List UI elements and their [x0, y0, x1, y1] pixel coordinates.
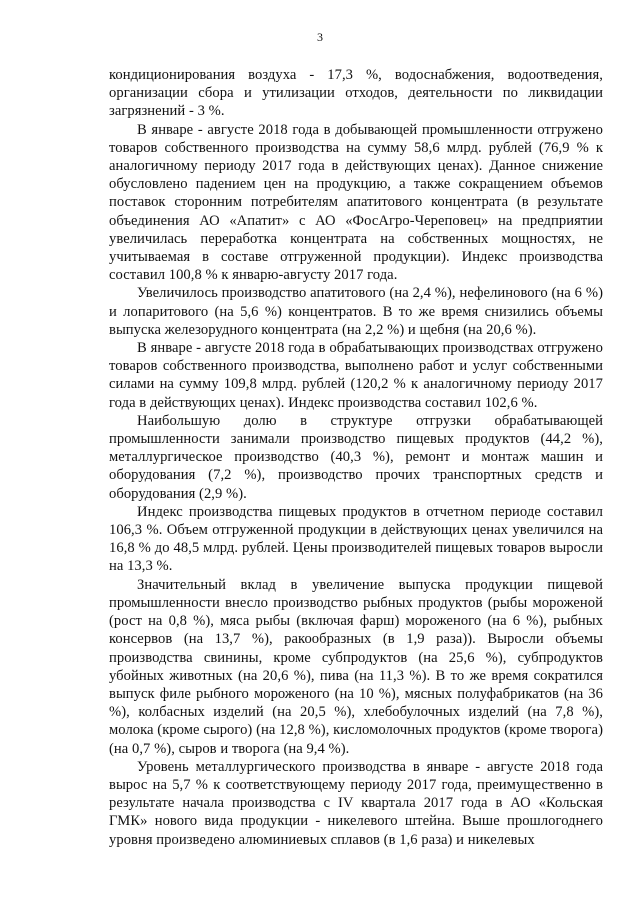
paragraph-continuation: кондиционирования воздуха - 17,3 %, водоснабжения, водоотведения, организации сбора и утилизации отходов, деятельности по ликвидации загрязнений - 3 %. [109, 67, 603, 120]
paragraph-metallurgy: Уровень металлургического производства в январе - августе 2018 года вырос на 5,7 % к соответствующему периоду 2017 года, преимущественно в результате начала производства с IV квартала 2017 года в АО «Кольская ГМК» нового вида продукции - никелевого штейна. Выше прошлогоднего уровня произведено алюминиевых сплавов (в 1,6 раза) и никелевых [109, 758, 603, 848]
paragraph-mining-industry: В январе - августе 2018 года в добывающей промышленности отгружено товаров собственного производства на сумму 58,6 млрд. рублей (76,9 % к аналогичному периоду 2017 года в действующих ценах). Данное снижение обусловлено падением цен на продукцию, а также сокращением объемов поставок сторонним потребителям апатитового концентрата (в результате объединения АО «Апатит» с АО «ФосАгро-Череповец» на предприятии увеличилась переработка концентрата на собственных мощностях, не учитываемая в составе отгруженной продукции). Индекс производства составил 100,8 % к январю-августу 2017 года. [109, 121, 603, 284]
paragraph-concentrates: Увеличилось производство апатитового (на 2,4 %), нефелинового (на 6 %) и лопаритового (на 5,6 %) концентратов. В то же время снизились объемы выпуска железорудного концентрата (на 2,2 %) и щебня (на 20,6 %). [109, 285, 603, 338]
paragraph-manufacturing: В январе - августе 2018 года в обрабатывающих производствах отгружено товаров собственного производства, выполнено работ и услуг собственными силами на сумму 109,8 млрд. рублей (120,2 % к аналогичному периоду 2017 года в действующих ценах). Индекс производства составил 102,6 %. [109, 340, 603, 411]
body-text [109, 66, 603, 849]
page-number: 3 [317, 30, 323, 44]
paragraph-food-index: Индекс производства пищевых продуктов в отчетном периоде составил 106,3 %. Объем отгруженной продукции в действующих ценах увеличился на 16,8 % до 48,5 млрд. рублей. Цены производителей пищевых товаров выросли на 13,3 %. [109, 503, 603, 575]
paragraph-food-contribution: Значительный вклад в увеличение выпуска продукции пищевой промышленности внесло производство рыбных продуктов (рыбы мороженой (рост на 0,8 %), мяса рыбы (включая фарш) мороженого (на 6 %), рыбных консервов (на 13,7 %), ракообразных (в 1,9 раза)). Выросли объемы производства свинины, кроме субпродуктов (на 25,6 %), субпродуктов убойных животных (на 20,6 %), пива (на 11,3 %). В то же время сократился выпуск филе рыбного мороженого (на 10 %), мясных полуфабрикатов (на 36 %), колбасных изделий (на 20,5 %), хлебобулочных изделий (на 7,8 %), молока (кроме сырого) (на 12,8 %), кисломолочных продуктов (кроме творога) (на 0,7 %), сыров и творога (на 9,4 %). [109, 576, 603, 757]
paragraph-shipment-structure: Наибольшую долю в структуре отгрузки обрабатывающей промышленности занимали производство пищевых продуктов (44,2 %), металлургическое производство (40,3 %), ремонт и монтаж машин и оборудования (7,2 %), производство прочих транспортных средств и оборудования (2,9 %). [109, 412, 603, 502]
